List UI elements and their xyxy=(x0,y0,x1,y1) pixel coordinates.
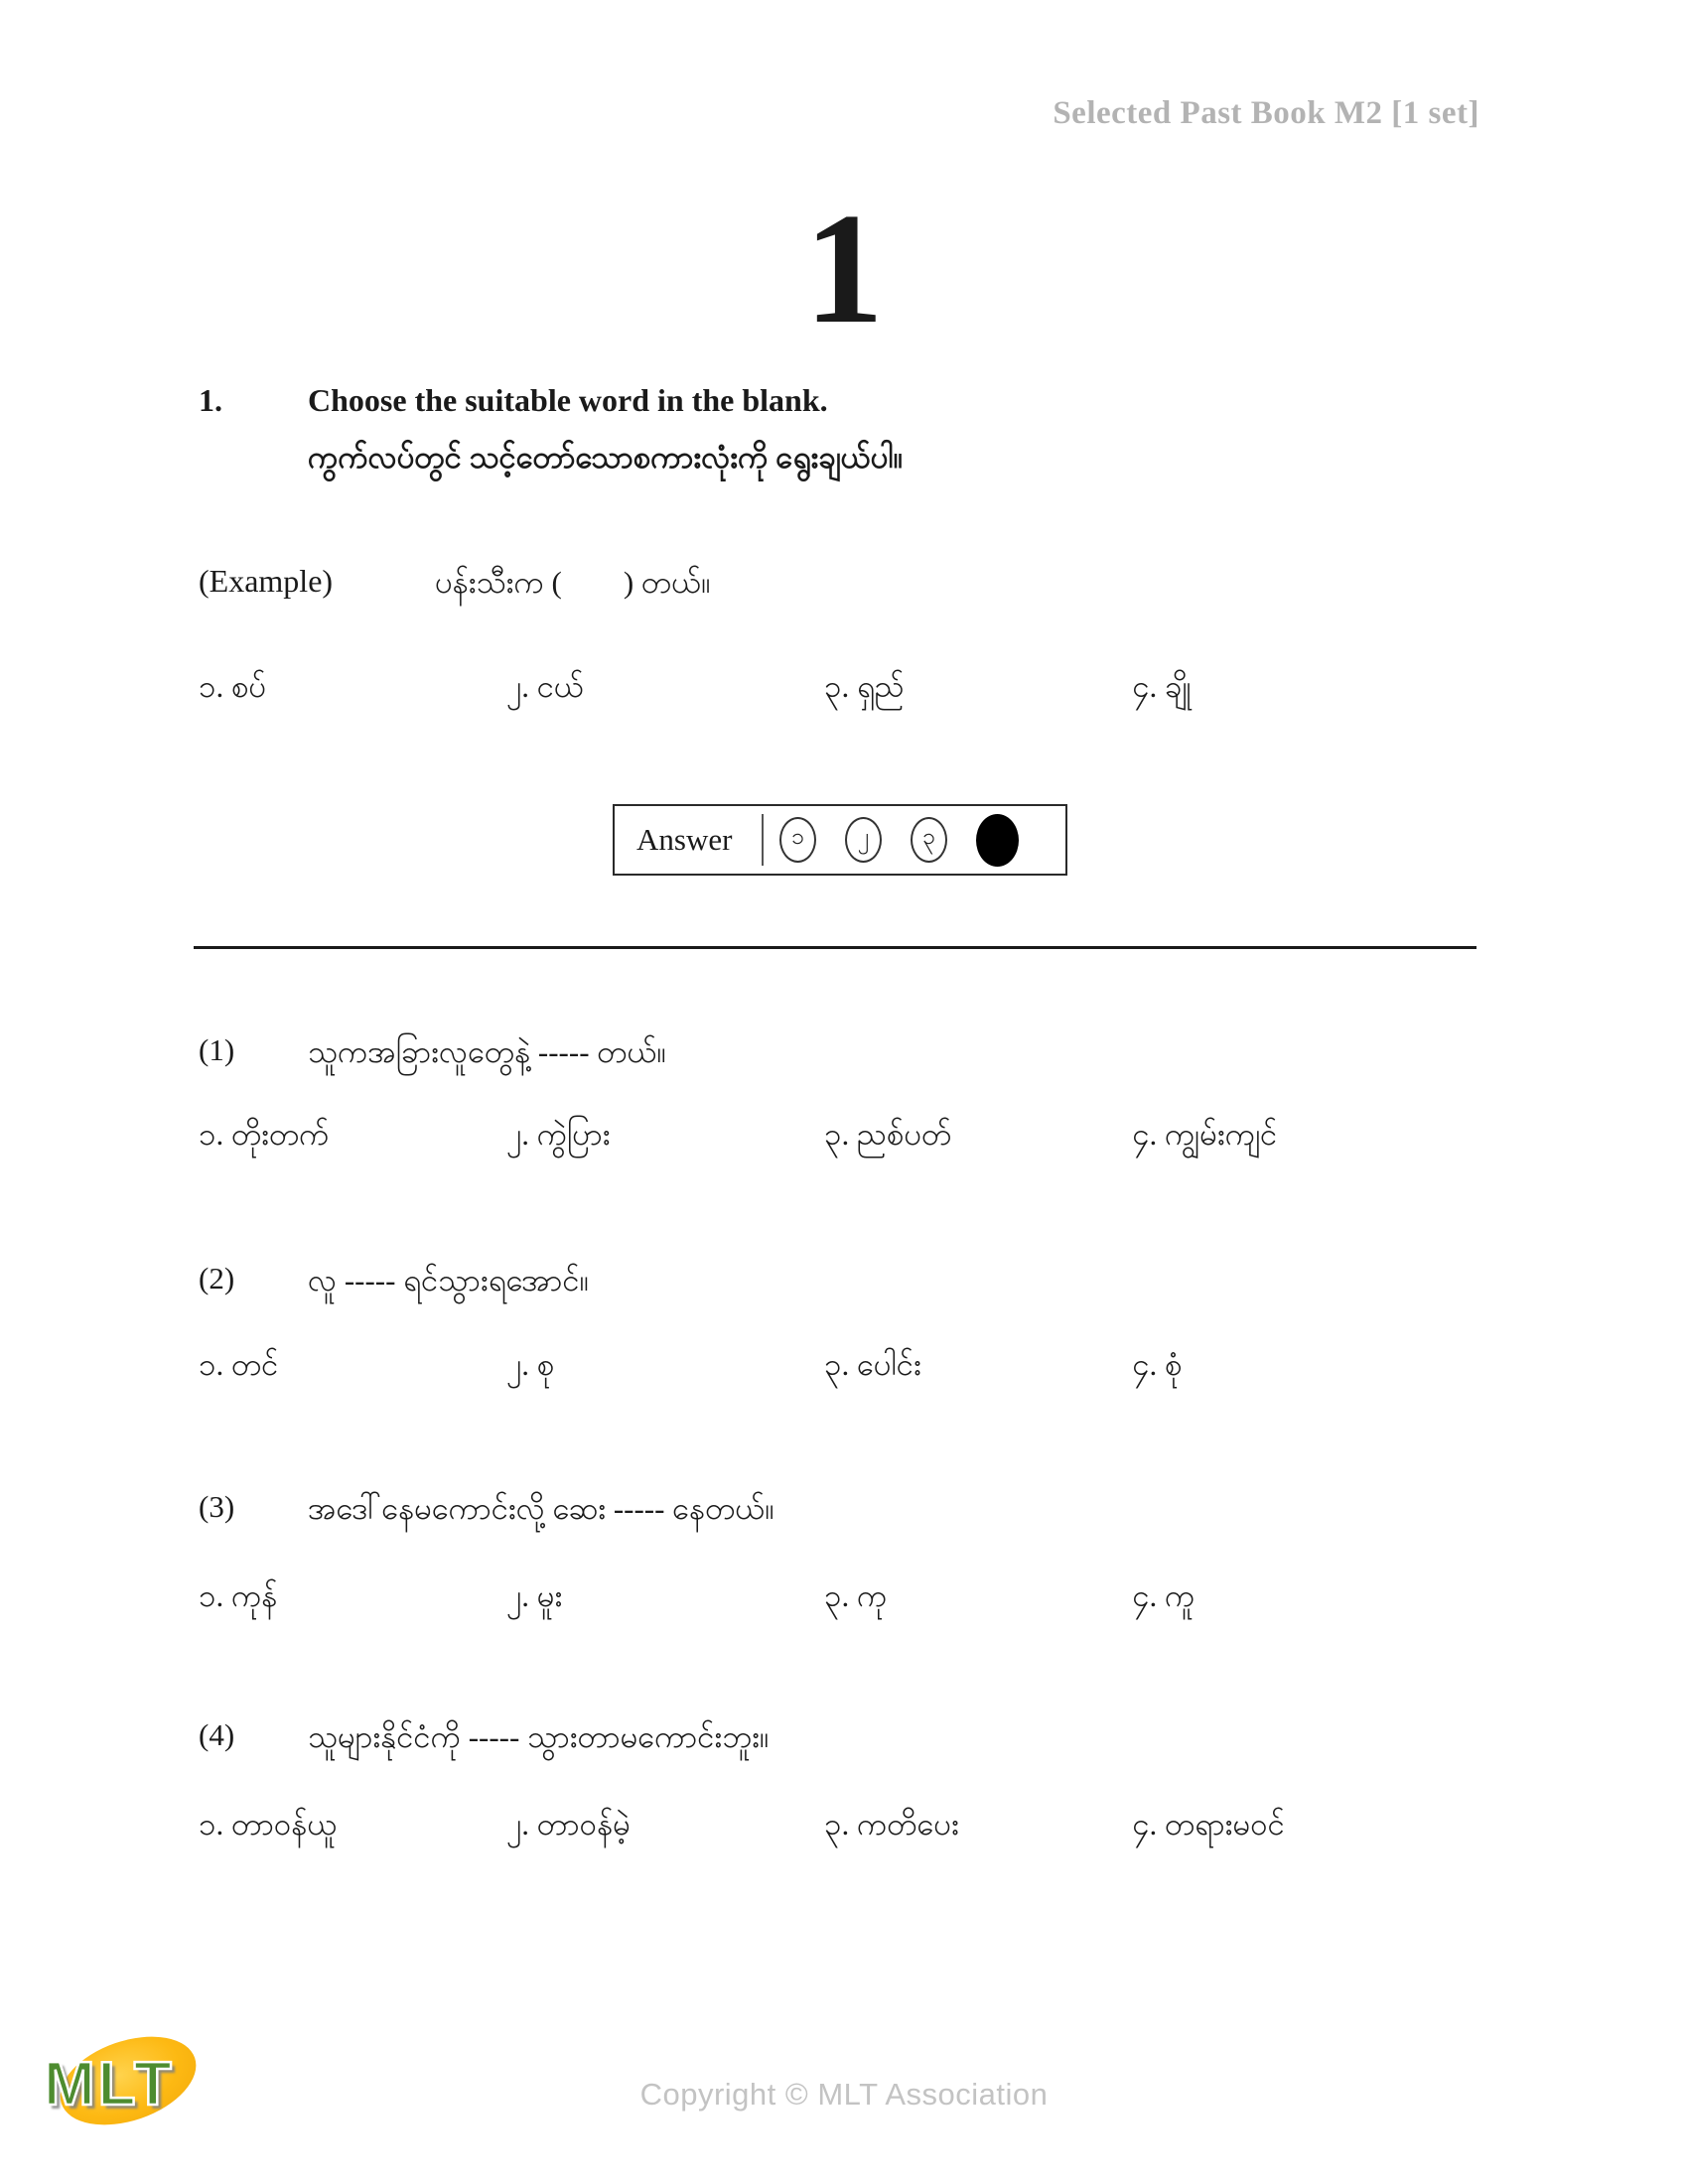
answer-choice: ၃ xyxy=(911,817,947,863)
question-number: (2) xyxy=(199,1261,235,1296)
question-number: (4) xyxy=(199,1717,235,1752)
option-3: ၃. ကု xyxy=(824,1578,888,1613)
option-2: ၂. ကွဲပြား xyxy=(506,1117,611,1152)
question-options-row xyxy=(0,1805,1688,1868)
answer-choice: ၂ xyxy=(845,817,882,863)
option-3: ၃. ညစ်ပတ် xyxy=(824,1117,952,1152)
option-4: ၄. ကျွမ်းကျင် xyxy=(1132,1117,1278,1152)
option-1: ၁. တင် xyxy=(199,1347,279,1382)
question-options-row xyxy=(0,1576,1688,1640)
header-title: Selected Past Book M2 [1 set] xyxy=(1053,95,1479,131)
question-number: (3) xyxy=(199,1489,235,1524)
option-1: ၁. တိုးတက် xyxy=(199,1117,330,1152)
example-option-3: ၃. ရှည် xyxy=(824,669,905,704)
option-2: ၂. တာဝန်မဲ့ xyxy=(506,1807,631,1842)
example-label: (Example) xyxy=(199,563,334,599)
option-2: ၂. မူး xyxy=(506,1578,563,1613)
question-number: (1) xyxy=(199,1032,235,1067)
answer-choices xyxy=(779,814,1019,867)
option-3: ၃. ကတိပေး xyxy=(824,1807,959,1842)
option-1: ၁. တာဝန်ယူ xyxy=(199,1807,338,1842)
question-heading xyxy=(0,1717,1688,1787)
logo-text: MLT xyxy=(44,2050,175,2118)
option-1: ၁. ကုန် xyxy=(199,1578,278,1613)
option-2: ၂. စု xyxy=(506,1347,555,1382)
answer-divider xyxy=(762,814,764,866)
footer-copyright: Copyright © MLT Association xyxy=(639,2077,1049,2112)
question-text: သူကအခြားလူတွေနဲ့ ----- တယ်။ xyxy=(308,1034,666,1069)
page-number: 1 xyxy=(804,180,884,356)
option-3: ၃. ပေါင်း xyxy=(824,1347,921,1382)
question-options-row xyxy=(0,1115,1688,1178)
option-4: ၄. စုံ xyxy=(1132,1347,1183,1382)
answer-choice: ၁ xyxy=(779,817,816,863)
example-option-1: ၁. စပ် xyxy=(199,669,267,704)
example-options-row xyxy=(0,667,1688,731)
example-option-2: ၂. ငယ် xyxy=(506,669,585,704)
answer-box xyxy=(613,804,1067,876)
option-4: ၄. တရားမဝင် xyxy=(1132,1807,1285,1842)
answer-label: Answer xyxy=(636,822,733,857)
section-instruction-my: ကွက်လပ်တွင် သင့်တော်သောစကားလုံးကို ရွေးချယ်ပါ။ xyxy=(308,440,904,475)
question-heading xyxy=(0,1489,1688,1559)
option-4: ၄. ကူ xyxy=(1132,1578,1196,1613)
question-options-row xyxy=(0,1345,1688,1409)
question-heading xyxy=(0,1032,1688,1102)
question-text: သူများနိုင်ငံကို ----- သွားတာမကောင်းဘူး။ xyxy=(308,1719,770,1754)
section-number: 1. xyxy=(199,382,222,418)
section-instruction-en: Choose the suitable word in the blank. xyxy=(308,382,828,418)
answer-choice xyxy=(976,814,1019,867)
example-sentence: ပန်းသီးက ( ) တယ်။ xyxy=(435,565,711,600)
section-divider xyxy=(194,946,1477,949)
question-text: လူ ----- ရင်သွားရအောင်။ xyxy=(308,1263,589,1297)
example-option-4: ၄. ချို xyxy=(1132,669,1192,704)
question-heading xyxy=(0,1261,1688,1330)
question-text: အဒေါ်နေမကောင်းလို့ ဆေး ----- နေတယ်။ xyxy=(308,1491,774,1526)
